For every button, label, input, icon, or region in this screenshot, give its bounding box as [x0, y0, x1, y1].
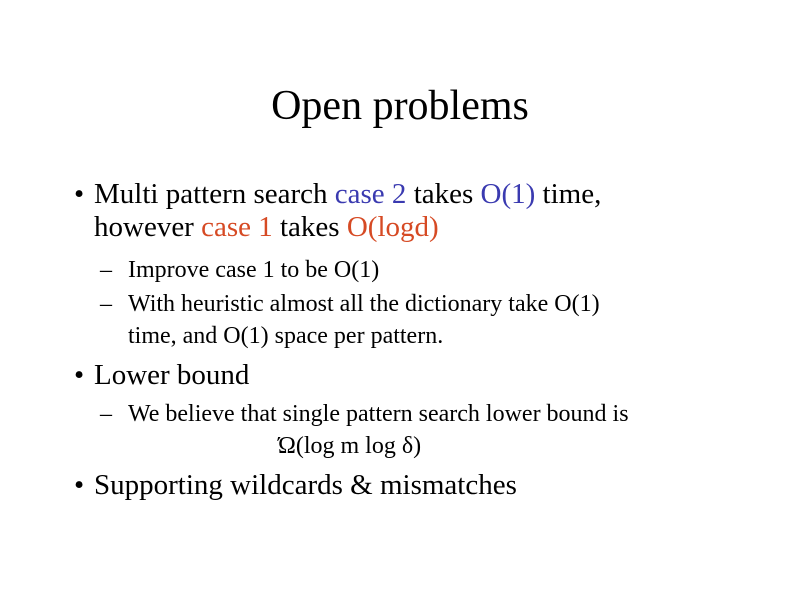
highlight-case-2: case 2 — [334, 178, 407, 210]
sub-bullet-improve-case-1 — [100, 254, 740, 286]
text-line: With heuristic almost all the dictionary take O(1) — [128, 291, 600, 317]
sub-bullet-text: Improve case 1 to be O(1) — [128, 257, 380, 283]
bullet-marker: • — [74, 178, 85, 210]
sub-bullet-text — [128, 398, 740, 462]
bullet-multi-pattern — [74, 178, 754, 244]
highlight-ologd: O(logd) — [346, 211, 439, 243]
text-segment: Multi pattern search — [94, 178, 335, 210]
dash-marker: – — [100, 401, 112, 427]
highlight-o1: O(1) — [480, 178, 536, 210]
bullet-text — [94, 178, 754, 244]
slide-title: Open problems — [271, 83, 529, 129]
text-line: time, and O(1) space per pattern. — [128, 323, 444, 349]
sub-bullet-we-believe — [100, 398, 740, 462]
bullet-text: Supporting wildcards & mismatches — [94, 469, 517, 501]
bullet-marker: • — [74, 469, 85, 501]
text-segment: takes — [272, 211, 347, 243]
math-expression: Ώ(log m log δ) — [278, 433, 422, 459]
bullet-marker: • — [74, 359, 85, 391]
text-segment: takes — [406, 178, 481, 210]
sub-bullet-heuristic — [100, 288, 740, 352]
text-segment: however — [94, 211, 202, 243]
text-segment: time, — [535, 178, 602, 210]
sub-bullet-text — [128, 288, 740, 352]
dash-marker: – — [100, 291, 112, 317]
dash-marker: – — [100, 257, 112, 283]
text-line: We believe that single pattern search lower bound is — [128, 401, 629, 427]
bullet-text: Lower bound — [94, 359, 250, 391]
bullet-wildcards — [74, 469, 754, 502]
highlight-case-1: case 1 — [201, 211, 273, 243]
bullet-lower-bound — [74, 359, 754, 392]
